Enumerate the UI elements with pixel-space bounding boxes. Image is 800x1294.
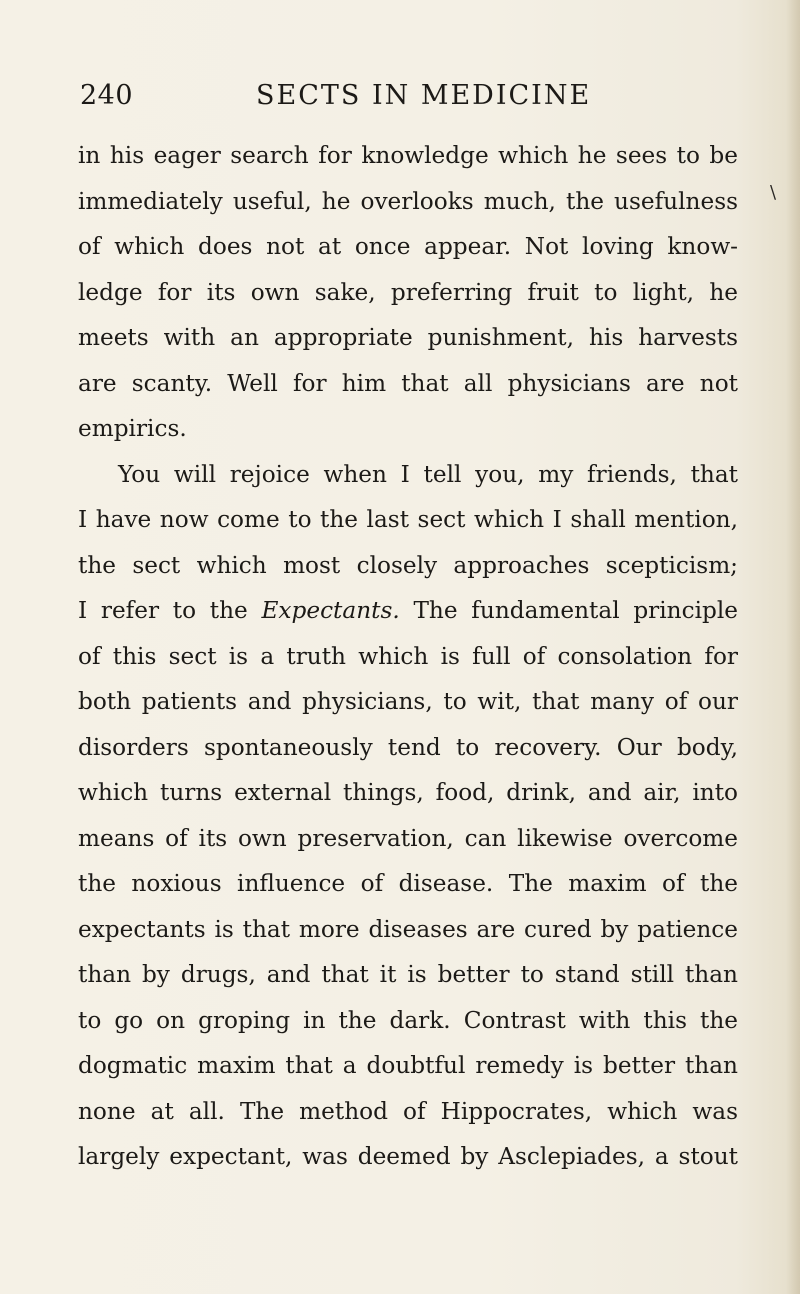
page-number: 240 xyxy=(80,80,134,111)
text-line: than by drugs, and that it is better to stand still than xyxy=(78,961,738,988)
text-line: immediately useful, he overlooks much, the usefulness xyxy=(78,187,738,215)
text-line: You will rejoice when I tell you, my friends, that xyxy=(118,460,738,488)
text-line: largely expectant, was deemed by Asclepiades, a stout xyxy=(78,1143,738,1170)
text-line: of which does not at once appear. Not loving know- xyxy=(78,233,738,260)
text-line: in his eager search for knowledge which he sees to be xyxy=(78,142,738,169)
text-line: both patients and physicians, to wit, that many of our xyxy=(78,688,738,715)
text-line: none at all. The method of Hippocrates, which was xyxy=(78,1097,738,1125)
text-line: expectants is that more diseases are cured by patience xyxy=(78,915,738,943)
text-line: dogmatic maxim that a doubtful remedy is better than xyxy=(78,1052,738,1079)
text-segment: The fundamental principle xyxy=(399,597,738,624)
text-line: the noxious influence of disease. The maxim of the xyxy=(78,870,738,897)
text-line: of this sect is a truth which is full of consolation for xyxy=(78,642,738,670)
text-line: empirics. xyxy=(78,415,187,442)
body-text xyxy=(78,133,738,1180)
text-line: to go on groping in the dark. Contrast with this the xyxy=(78,1006,738,1034)
text-line: meets with an appropriate punishment, his harvests xyxy=(78,324,738,351)
text-line: which turns external things, food, drink, and air, into xyxy=(78,779,738,806)
text-line: means of its own preservation, can likewise overcome xyxy=(78,824,738,852)
text-line: are scanty. Well for him that all physicians are not xyxy=(78,369,738,397)
italic-term: Expectants. xyxy=(261,597,400,624)
text-line-with-italic xyxy=(78,588,738,634)
page-header xyxy=(80,80,730,120)
text-segment: I refer to the xyxy=(78,597,262,624)
text-line: disorders spontaneously tend to recovery. Our body, xyxy=(78,733,738,761)
margin-mark: \ xyxy=(770,182,777,203)
text-line: I have now come to the last sect which I shall mention, xyxy=(78,506,738,533)
text-line: the sect which most closely approaches scepticism; xyxy=(78,551,738,579)
text-line: ledge for its own sake, preferring fruit to light, he xyxy=(78,278,738,306)
page-edge-shadow xyxy=(786,0,800,1294)
running-head: SECTS IN MEDICINE xyxy=(256,80,592,111)
